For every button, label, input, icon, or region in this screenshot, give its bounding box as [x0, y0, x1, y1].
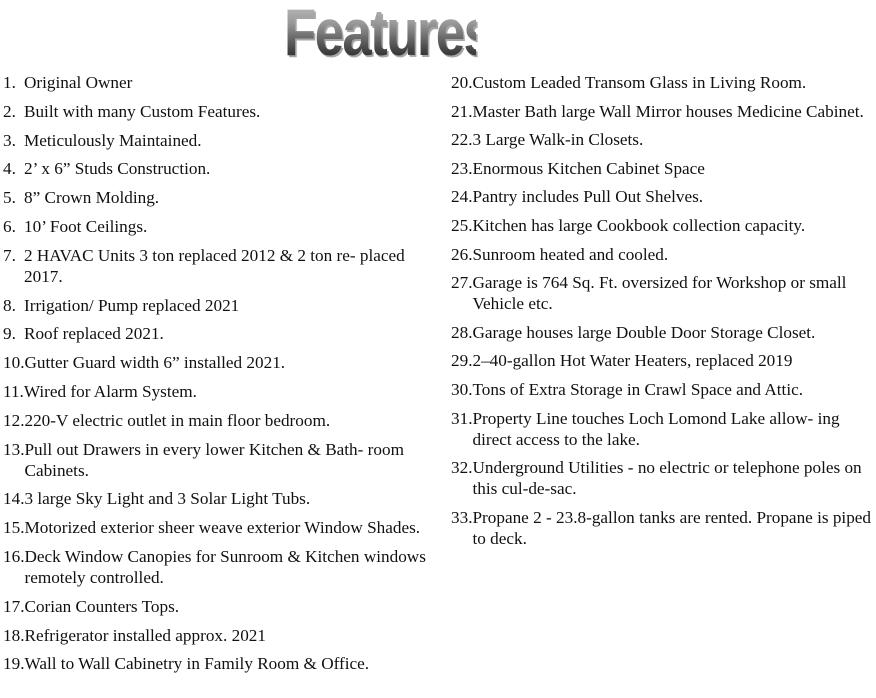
list-item — [3, 158, 429, 179]
item-number: 24. — [451, 187, 473, 207]
item-number: 18. — [3, 625, 25, 645]
list-item — [3, 488, 429, 509]
item-text: Master Bath large Wall Mirror houses Medicine Cabinet. — [472, 101, 864, 121]
list-item — [451, 507, 875, 549]
item-number: 1. — [3, 73, 16, 92]
list-item — [3, 245, 429, 287]
list-item — [3, 546, 429, 588]
item-number: 8. — [3, 295, 16, 315]
item-number: 17. — [3, 596, 25, 616]
item-number: 15. — [3, 518, 25, 538]
list-item — [3, 295, 429, 316]
features-list-right — [451, 72, 875, 556]
item-text: Property Line touches Loch Lomond Lake allow- ing direct access to the lake. — [472, 408, 840, 449]
list-item — [451, 129, 875, 150]
item-number: 12. — [3, 410, 25, 430]
list-item — [451, 186, 875, 207]
item-text: 220-V electric outlet in main floor bedroom. — [24, 410, 331, 430]
list-item — [451, 101, 875, 122]
item-number: 6. — [3, 216, 16, 236]
item-number: 9. — [3, 324, 16, 344]
item-text: 8” Crown Molding. — [24, 188, 160, 208]
item-text: Wall to Wall Cabinetry in Family Room & Office. — [24, 654, 370, 674]
item-text: Propane 2 - 23.8-gallon tanks are rented. Propane is piped to deck. — [472, 507, 872, 548]
list-item — [451, 272, 875, 314]
list-item — [3, 72, 429, 93]
list-item — [3, 653, 429, 674]
item-text: Corian Counters Tops. — [24, 596, 180, 616]
item-number: 2. — [3, 101, 16, 121]
list-item — [3, 130, 429, 151]
list-item — [451, 408, 875, 450]
item-number: 31. — [451, 408, 473, 428]
item-text: Underground Utilities - no electric or telephone poles on this cul-de-sac. — [472, 458, 862, 499]
item-text: 2 HAVAC Units 3 ton replaced 2012 & 2 ton re- placed 2017. — [24, 245, 405, 286]
list-item — [3, 517, 429, 538]
item-text: Gutter Guard width 6” installed 2021. — [24, 353, 286, 373]
item-text: Wired for Alarm System. — [23, 381, 197, 401]
item-text: Enormous Kitchen Cabinet Space — [472, 158, 705, 178]
item-number: 3. — [3, 130, 16, 150]
item-text: Deck Window Canopies for Sunroom & Kitchen windows remotely controlled. — [24, 546, 426, 587]
item-number: 28. — [451, 322, 473, 342]
item-number: 13. — [3, 439, 25, 459]
list-item — [451, 457, 875, 499]
item-text: Motorized exterior sheer weave exterior Window Shades. — [24, 518, 421, 538]
item-text: Refrigerator installed approx. 2021 — [24, 625, 266, 645]
item-text: 3 large Sky Light and 3 Solar Light Tubs. — [24, 489, 311, 509]
list-item — [451, 72, 875, 93]
list-item — [3, 596, 429, 617]
item-number: 16. — [3, 546, 25, 566]
list-item — [3, 410, 429, 431]
item-text: 3 Large Walk-in Closets. — [472, 130, 644, 150]
item-number: 25. — [451, 215, 473, 235]
item-text: Meticulously Maintained. — [24, 130, 202, 150]
list-item — [3, 101, 429, 122]
item-number: 26. — [451, 244, 473, 264]
item-number: 4. — [3, 159, 16, 179]
list-item — [451, 215, 875, 236]
item-text: Garage houses large Double Door Storage Closet. — [472, 322, 816, 342]
item-number: 33. — [451, 507, 473, 527]
item-number: 30. — [451, 379, 473, 399]
item-number: 7. — [3, 245, 16, 265]
item-text: Irrigation/ Pump replaced 2021 — [24, 295, 240, 315]
list-item — [451, 350, 875, 371]
item-text: Custom Leaded Transom Glass in Living Room. — [472, 73, 807, 92]
item-number: 19. — [3, 654, 25, 674]
item-number: 27. — [451, 273, 473, 293]
item-number: 23. — [451, 158, 473, 178]
list-item — [3, 381, 429, 402]
features-list-left — [3, 72, 429, 682]
list-item — [451, 158, 875, 179]
list-item — [3, 323, 429, 344]
list-item — [3, 625, 429, 646]
item-number: 22. — [451, 130, 473, 150]
item-number: 10. — [3, 353, 25, 373]
list-item — [451, 322, 875, 343]
item-text: Original Owner — [24, 73, 133, 92]
item-number: 14. — [3, 489, 25, 509]
item-text: Sunroom heated and cooled. — [472, 244, 669, 264]
item-text: Tons of Extra Storage in Crawl Space and Attic. — [472, 379, 804, 399]
item-number: 21. — [451, 101, 473, 121]
list-item — [451, 244, 875, 265]
list-item — [3, 439, 429, 481]
list-item — [451, 379, 875, 400]
item-text: Kitchen has large Cookbook collection capacity. — [472, 215, 806, 235]
item-number: 20. — [451, 73, 473, 92]
page-title: Features — [284, 0, 476, 66]
item-text: 2–40-gallon Hot Water Heaters, replaced 2019 — [472, 351, 793, 371]
item-text: Pantry includes Pull Out Shelves. — [472, 187, 704, 207]
item-number: 5. — [3, 188, 16, 208]
list-item — [3, 187, 429, 208]
list-item — [3, 216, 429, 237]
item-number: 29. — [451, 351, 473, 371]
item-number: 11. — [3, 381, 24, 401]
item-number: 32. — [451, 458, 473, 478]
item-text: Garage is 764 Sq. Ft. oversized for Workshop or small Vehicle etc. — [472, 273, 847, 314]
item-text: Built with many Custom Features. — [24, 101, 261, 121]
item-text: 10’ Foot Ceilings. — [24, 216, 148, 236]
item-text: Pull out Drawers in every lower Kitchen & Bath- room Cabinets. — [24, 439, 404, 480]
item-text: Roof replaced 2021. — [24, 324, 164, 344]
list-item — [3, 352, 429, 373]
item-text: 2’ x 6” Studs Construction. — [24, 159, 211, 179]
